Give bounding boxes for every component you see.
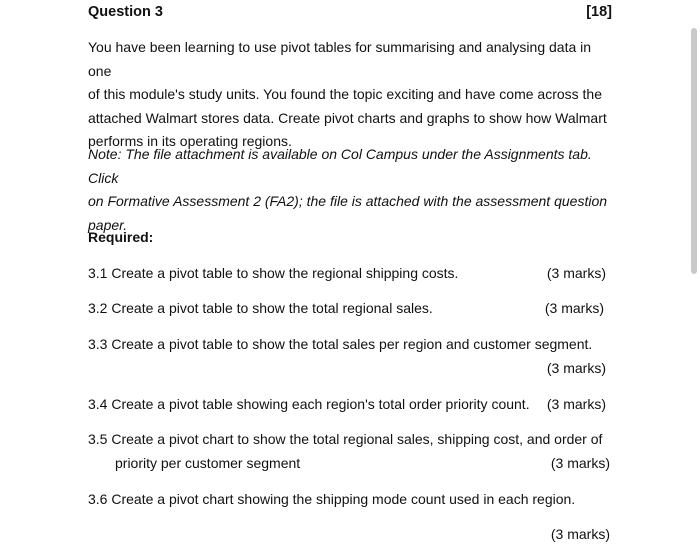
intro-line: attached Walmart stores data. Create pivot charts and graphs to show how Walmart <box>88 109 607 126</box>
task-item-3-1 <box>88 262 610 286</box>
vertical-scrollbar[interactable] <box>691 28 697 274</box>
question-title: Question 3 <box>88 4 163 20</box>
question-total-marks: [18] <box>586 4 612 20</box>
task-item-3-5 <box>88 428 610 476</box>
task-item-3-4 <box>88 393 610 417</box>
task-marks: (3 marks) <box>546 396 606 412</box>
question-header <box>88 4 612 24</box>
task-text: 3.3 Create a pivot table to show the total sales per region and customer segment. <box>88 336 593 352</box>
intro-line: performs in its operating regions. <box>88 133 292 149</box>
intro-line: of this module's study units. You found the topic exciting and have come across the <box>88 86 602 102</box>
task-marks: (3 marks) <box>550 455 610 471</box>
required-heading: Required: <box>88 229 154 245</box>
task-marks: (3 marks) <box>544 300 604 316</box>
task-text: 3.2 Create a pivot table to show the total regional sales. <box>88 300 433 316</box>
note-line: paper. <box>88 216 128 233</box>
task-text-continued: priority per customer segment <box>115 454 301 471</box>
intro-line: You have been learning to use pivot tables for summarising and analysing data in one <box>88 39 592 79</box>
task-item-3-2 <box>88 297 610 321</box>
intro-paragraph <box>88 36 614 154</box>
task-marks: (3 marks) <box>550 526 610 542</box>
task-marks: (3 marks) <box>546 360 606 376</box>
task-item-3-3 <box>88 333 610 381</box>
note-line: Note: The file attachment is available on Col Campus under the Assignments tab. Click <box>88 146 592 186</box>
note-paragraph <box>88 143 614 237</box>
task-text: 3.5 Create a pivot chart to show the total regional sales, shipping cost, and order of <box>88 431 603 447</box>
task-text: 3.6 Create a pivot chart showing the shipping mode count used in each region. <box>88 491 576 507</box>
task-text: 3.4 Create a pivot table showing each region's total order priority count. <box>88 396 530 412</box>
note-line: on Formative Assessment 2 (FA2); the file is attached with the assessment question <box>88 193 608 209</box>
task-item-3-6 <box>88 488 610 548</box>
task-text: 3.1 Create a pivot table to show the regional shipping costs. <box>88 265 459 281</box>
task-marks: (3 marks) <box>546 265 606 281</box>
